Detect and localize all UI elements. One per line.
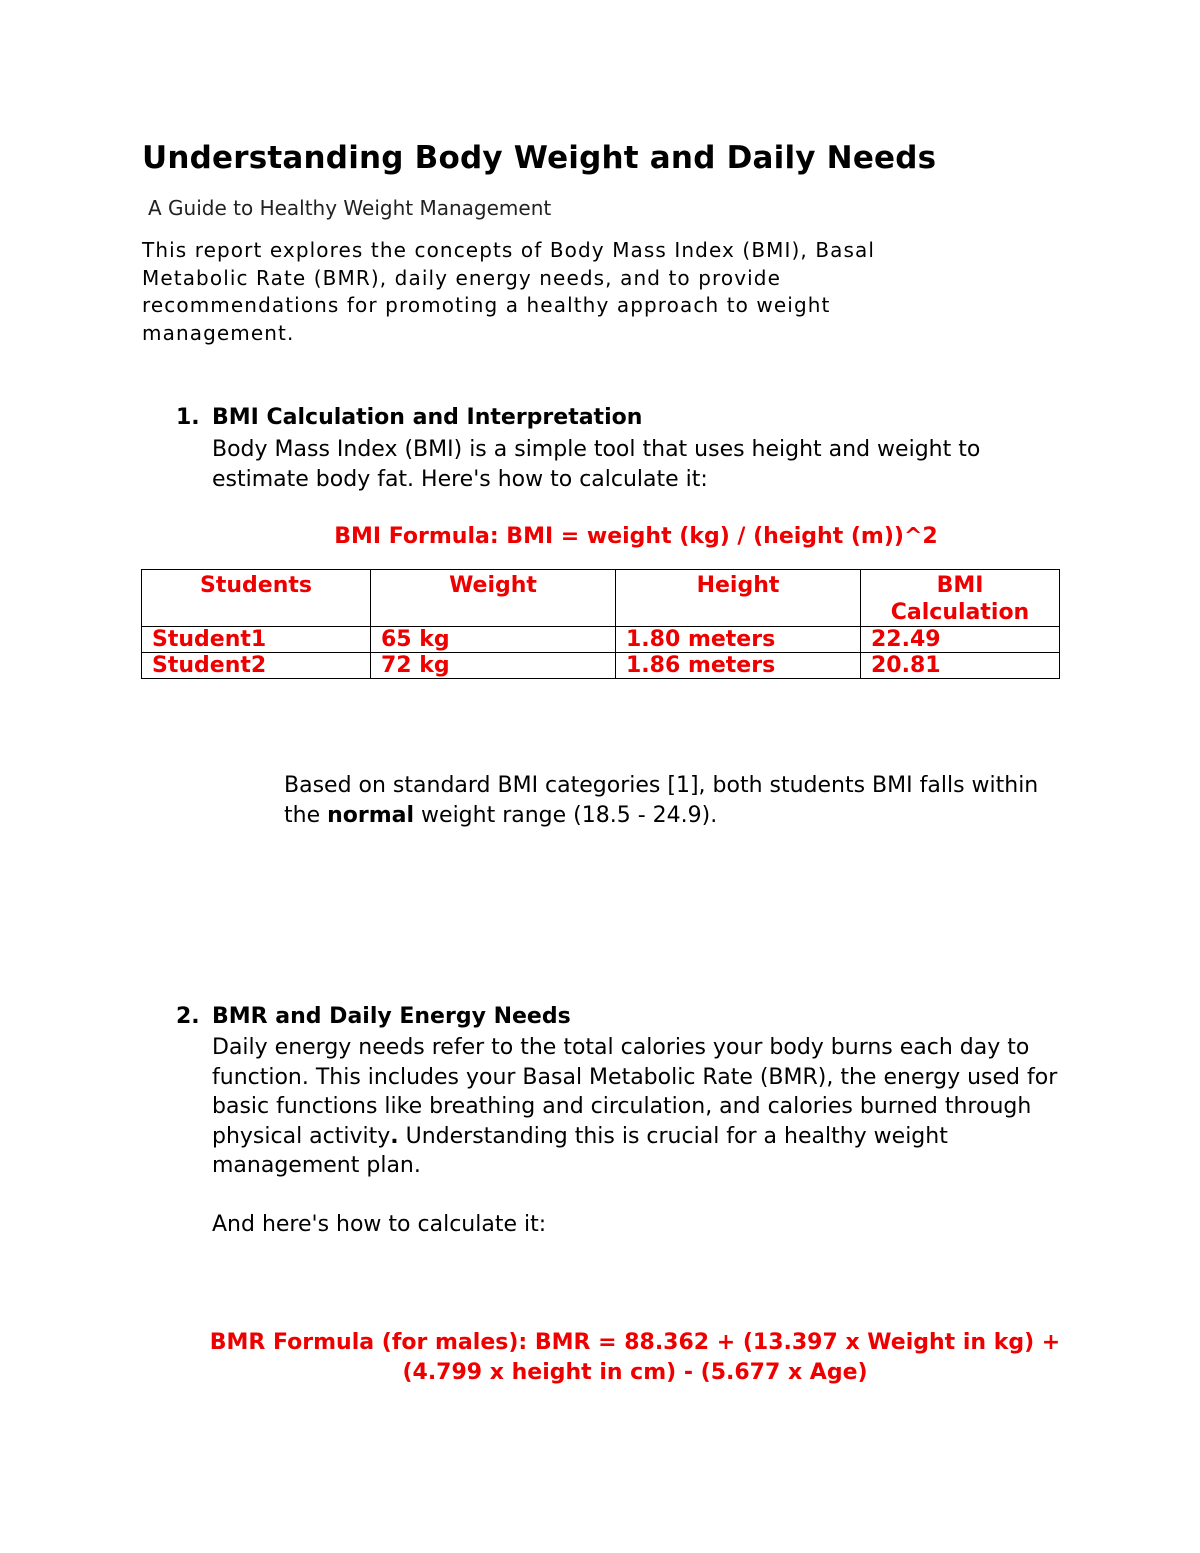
- section-2-body: [212, 1033, 1067, 1181]
- interpretation-text-end: weight range (18.5 - 24.9).: [414, 802, 718, 828]
- table-row: [142, 653, 1060, 679]
- section-1-number: 1.: [176, 405, 200, 430]
- section-2-body-text-end: Understanding this is crucial for a healthy weight management plan.: [212, 1123, 948, 1178]
- page-title: Understanding Body Weight and Daily Needs: [142, 140, 937, 176]
- table-cell: Student1: [142, 627, 371, 653]
- bmi-table: [141, 569, 1060, 679]
- section-1-body: Body Mass Index (BMI) is a simple tool that uses height and weight to estimate body fat. Here's how to calculate it:: [212, 437, 981, 492]
- section-1-heading: BMI Calculation and Interpretation: [212, 405, 643, 430]
- normal-emphasis: normal: [327, 802, 415, 828]
- bmr-formula: BMR Formula (for males): BMR = 88.362 + (13.397 x Weight in kg) + (4.799 x height in cm) - (5.677 x Age): [209, 1330, 1061, 1385]
- bmi-formula: BMI Formula: BMI = weight (kg) / (height (m))^2: [334, 524, 938, 549]
- section-2-heading: BMR and Daily Energy Needs: [212, 1004, 571, 1029]
- table-cell: 1.80 meters: [616, 627, 861, 653]
- intro-paragraph: This report explores the concepts of Body Mass Index (BMI), Basal Metabolic Rate (BMR), daily energy needs, and to provide recommendations for promoting a healthy approach to weight management.: [142, 238, 876, 345]
- section-2-body-period: .: [390, 1123, 399, 1149]
- section-2-lead: And here's how to calculate it:: [212, 1212, 547, 1237]
- section-2-body-text: Daily energy needs refer to the total calories your body burns each day to function. This includes your Basal Metabolic Rate (BMR), the energy used for basic functions like breathing and circulation, and calories burned through physical activity: [212, 1035, 1058, 1149]
- bmi-interpretation: [284, 771, 1044, 830]
- table-cell: 1.86 meters: [616, 653, 861, 679]
- table-header: BMI Calculation: [861, 570, 1060, 627]
- table-cell: 72 kg: [371, 653, 616, 679]
- table-header: Students: [142, 570, 371, 627]
- page-subtitle: A Guide to Healthy Weight Management: [148, 196, 552, 220]
- table-row: [142, 627, 1060, 653]
- section-2-number: 2.: [176, 1004, 200, 1029]
- table-cell: 20.81: [861, 653, 1060, 679]
- table-header-row: [142, 570, 1060, 627]
- table-cell: 22.49: [861, 627, 1060, 653]
- table-header: Weight: [371, 570, 616, 627]
- table-cell: Student2: [142, 653, 371, 679]
- table-cell: 65 kg: [371, 627, 616, 653]
- table-header: Height: [616, 570, 861, 627]
- interpretation-text: Based on standard BMI categories [1], both students BMI falls within the: [284, 773, 1039, 828]
